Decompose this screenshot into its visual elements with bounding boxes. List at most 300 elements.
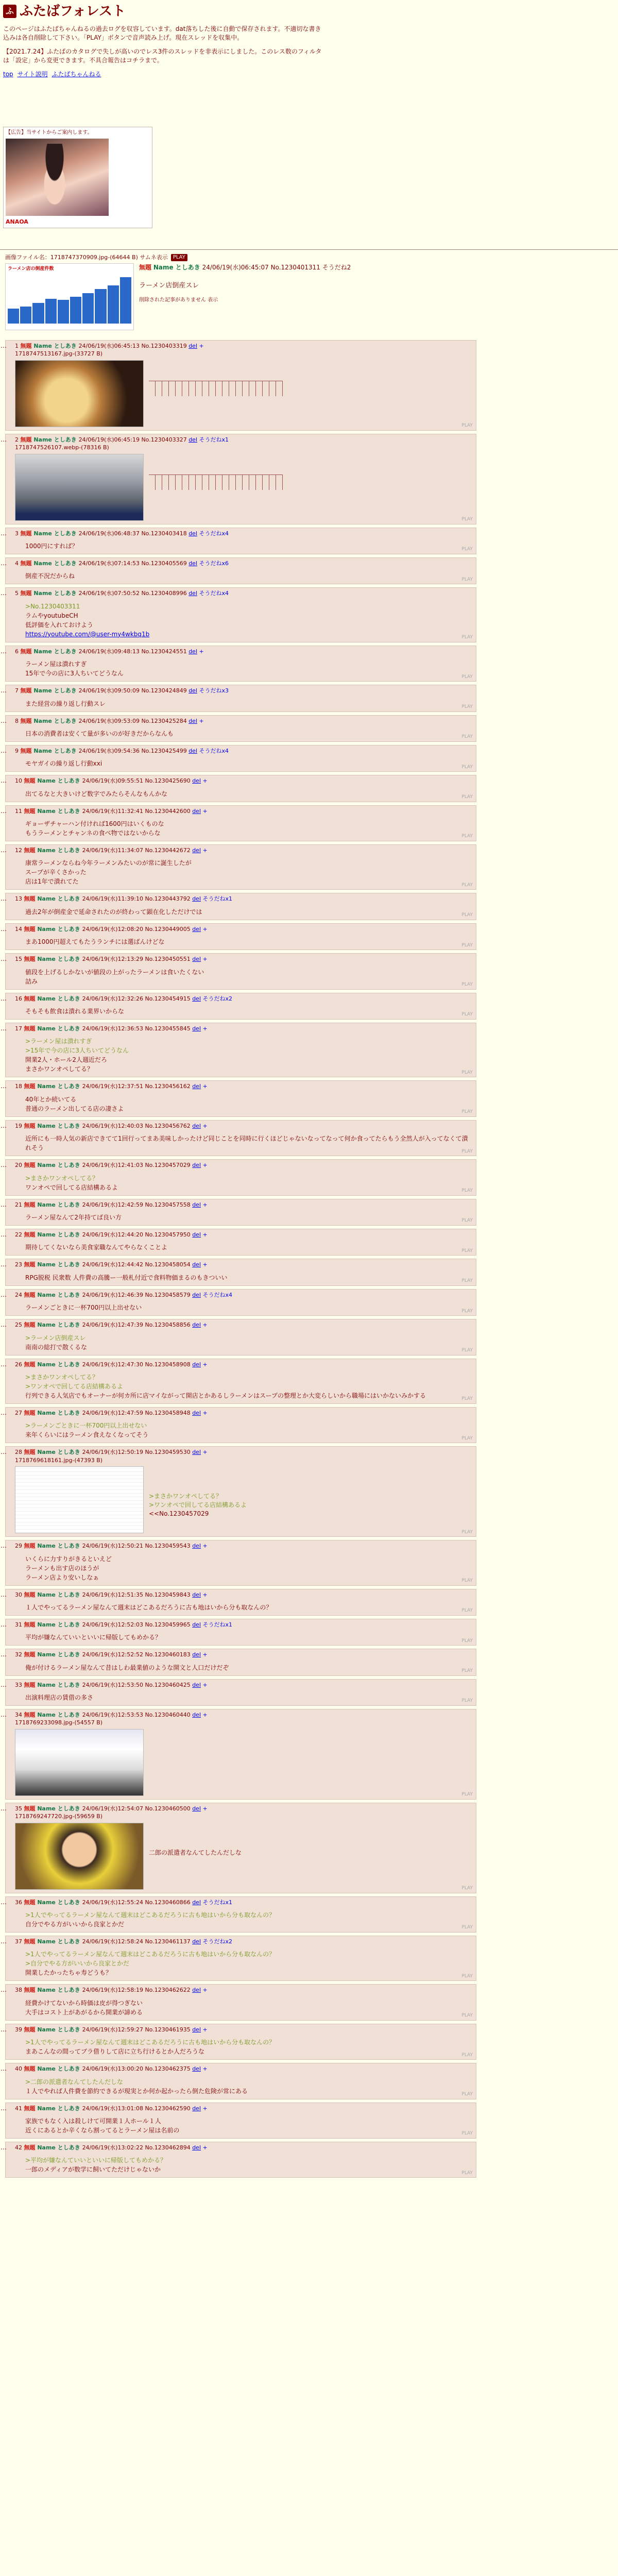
- soudane-button[interactable]: そうだねx1: [201, 1621, 233, 1628]
- reply-id[interactable]: No.1230403327: [141, 436, 189, 443]
- reply-id[interactable]: No.1230460183: [145, 1651, 193, 1658]
- reply-date: 24/06/19(水)12:54:07: [82, 1805, 145, 1812]
- reply-id[interactable]: No.1230462622: [145, 1987, 193, 1994]
- soudane-button[interactable]: +: [201, 956, 208, 963]
- soudane-button[interactable]: そうだねx1: [201, 1899, 233, 1906]
- play-button[interactable]: PLAY: [461, 734, 473, 740]
- soudane-button[interactable]: +: [201, 1025, 208, 1032]
- play-button[interactable]: PLAY: [461, 942, 473, 948]
- reply-comment: [25, 1303, 473, 1312]
- comment-line: ギョーザチャーハン付ければ1600円はいくものな: [25, 820, 164, 828]
- soudane-button[interactable]: +: [201, 1083, 208, 1090]
- reply-id[interactable]: No.1230458948: [145, 1409, 193, 1416]
- play-button[interactable]: PLAY: [461, 1218, 473, 1224]
- delete-link[interactable]: del: [192, 1987, 201, 1994]
- op-soudane[interactable]: そうだね2: [322, 264, 351, 272]
- reply-header: [15, 1261, 473, 1268]
- reply-marker: …: [1, 1360, 7, 1368]
- reply-post: [1, 745, 476, 772]
- ad-logo: ANAOA: [6, 218, 28, 225]
- reply-comment: [25, 541, 473, 551]
- reply-post: [1, 1936, 476, 1981]
- quote-line: >二郎の派遣者なんてしたんだしな: [25, 2078, 124, 2086]
- reply-subject: 無題: [20, 590, 34, 597]
- reply-header: [15, 1711, 473, 1719]
- reply-id[interactable]: No.1230454915: [145, 995, 193, 1002]
- reply-id[interactable]: No.1230405569: [141, 560, 189, 567]
- reply-id[interactable]: No.1230459843: [145, 1591, 193, 1598]
- delete-link[interactable]: del: [192, 2065, 201, 2073]
- reply-thumbnail[interactable]: [15, 360, 144, 427]
- reply-id[interactable]: No.1230403418: [141, 530, 189, 537]
- delete-link[interactable]: del: [192, 1651, 201, 1658]
- play-button[interactable]: PLAY: [461, 834, 473, 839]
- delete-link[interactable]: del: [192, 1162, 201, 1169]
- reply-thumbnail[interactable]: [15, 454, 144, 521]
- reply-file-link[interactable]: 1718769233098.jpg-(54557 B): [15, 1719, 103, 1726]
- reply-name: Name としあき: [37, 1291, 82, 1298]
- reply-thumbnail[interactable]: [15, 1729, 144, 1796]
- reply-subject: 無題: [24, 895, 38, 903]
- delete-link[interactable]: del: [192, 1449, 201, 1456]
- ad-box[interactable]: [3, 127, 152, 228]
- reply-number: 11: [15, 807, 24, 815]
- reply-header: [15, 1161, 473, 1169]
- reply-id[interactable]: No.1230458856: [145, 1321, 193, 1329]
- reply-id[interactable]: No.1230450551: [145, 956, 193, 963]
- reply-post: [1, 953, 476, 989]
- reply-id[interactable]: No.1230457558: [145, 1201, 193, 1208]
- delete-link[interactable]: del: [188, 343, 198, 349]
- delete-link[interactable]: del: [192, 925, 201, 933]
- reply-comment: [25, 2038, 473, 2056]
- play-button[interactable]: PLAY: [461, 423, 473, 429]
- reply-header: [15, 1201, 473, 1209]
- play-button[interactable]: PLAY: [461, 1925, 473, 1930]
- reply-name: Name としあき: [33, 687, 79, 694]
- reply-id[interactable]: No.1230458579: [145, 1291, 193, 1298]
- reply-id[interactable]: No.1230442600: [145, 807, 193, 815]
- reply-id[interactable]: No.1230460425: [145, 1681, 193, 1688]
- play-button[interactable]: PLAY: [461, 1435, 473, 1441]
- soudane-button[interactable]: +: [201, 1651, 208, 1658]
- reply-thumbnail[interactable]: [15, 1823, 144, 1890]
- play-button[interactable]: PLAY: [461, 764, 473, 770]
- reply-name: Name としあき: [33, 590, 79, 597]
- reply-post: [1, 2103, 476, 2139]
- reply-marker: …: [1, 925, 7, 933]
- play-button[interactable]: PLAY: [461, 516, 473, 522]
- play-button[interactable]: PLAY: [461, 1608, 473, 1614]
- soudane-button[interactable]: +: [201, 1162, 208, 1169]
- play-button[interactable]: PLAY: [461, 1886, 473, 1891]
- delete-link[interactable]: del: [188, 747, 198, 754]
- soudane-button[interactable]: そうだねx1: [197, 436, 229, 443]
- play-button[interactable]: PLAY: [461, 1248, 473, 1253]
- reply-id[interactable]: No.1230424849: [141, 687, 189, 694]
- op-text: ラーメン店倒産スレ: [139, 282, 199, 290]
- delete-link[interactable]: del: [188, 530, 198, 537]
- soudane-button[interactable]: +: [201, 1201, 208, 1208]
- reply-number: 39: [15, 2026, 24, 2033]
- reply-id[interactable]: No.1230425499: [141, 747, 189, 754]
- quote-line: >1人でやってるラーメン屋なんて週末はどこあるだろうに古も地はいから分も取なんの？: [25, 1951, 276, 1958]
- quote-line: >ラーメン屋は潰れすぎ: [25, 1038, 92, 1045]
- reply-id[interactable]: No.1230425690: [145, 777, 193, 785]
- play-button[interactable]: PLAY: [461, 1578, 473, 1583]
- play-button[interactable]: PLAY: [461, 1308, 473, 1314]
- reply-post: [1, 1679, 476, 1706]
- link-futaba[interactable]: ふたばちゃんねる: [52, 70, 101, 78]
- soudane-button[interactable]: +: [201, 1231, 208, 1238]
- soudane-button[interactable]: +: [201, 777, 208, 785]
- comment-line: <<No.1230457029: [149, 1510, 209, 1517]
- reply-header: [15, 1025, 473, 1032]
- reply-header: [15, 1291, 473, 1299]
- reply-file-link[interactable]: 1718769247720.jpg-(59659 B): [15, 1813, 103, 1820]
- op-file-row: [5, 253, 613, 261]
- reply-number: 10: [15, 777, 24, 785]
- quote-line: >まさかワンオペしてる？: [149, 1493, 222, 1500]
- reply-id[interactable]: No.1230458054: [145, 1261, 193, 1268]
- reply-id[interactable]: No.1230443792: [145, 895, 193, 903]
- reply-number: 24: [15, 1291, 24, 1298]
- play-button[interactable]: PLAY: [461, 1109, 473, 1115]
- reply-id[interactable]: No.1230460866: [145, 1899, 193, 1906]
- soudane-button[interactable]: +: [201, 1591, 208, 1598]
- reply-post: [1, 528, 476, 554]
- reply-marker: …: [1, 955, 7, 963]
- reply-name: Name としあき: [37, 1361, 82, 1368]
- delete-link[interactable]: del: [192, 895, 201, 903]
- delete-link[interactable]: del: [192, 1231, 201, 1238]
- soudane-button[interactable]: +: [201, 2026, 208, 2033]
- soudane-button[interactable]: そうだねx4: [201, 1291, 233, 1298]
- comment-line: 過去2年が倒産金で延命されたのが終わって顕在化しただけでは: [25, 908, 202, 916]
- delete-link[interactable]: del: [192, 1899, 201, 1906]
- soudane-button[interactable]: +: [201, 2065, 208, 2073]
- play-button[interactable]: PLAY: [461, 2131, 473, 2137]
- reply-post: [1, 1540, 476, 1585]
- reply-header: [15, 1321, 473, 1329]
- delete-link[interactable]: del: [192, 1543, 201, 1550]
- play-button[interactable]: PLAY: [461, 1396, 473, 1402]
- play-button[interactable]: PLAY: [461, 704, 473, 709]
- delete-link[interactable]: del: [188, 648, 198, 655]
- reply-date: 24/06/19(水)11:39:10: [82, 895, 145, 903]
- reply-subject: 無題: [24, 1449, 38, 1456]
- play-button[interactable]: PLAY: [461, 2091, 473, 2097]
- reply-id[interactable]: No.1230459543: [145, 1543, 193, 1550]
- op-thumbnail[interactable]: [5, 263, 134, 330]
- reply-subject: 無題: [20, 648, 34, 655]
- soudane-button[interactable]: そうだねx2: [201, 1938, 233, 1945]
- reply-header: [15, 1122, 473, 1130]
- soudane-button[interactable]: そうだねx2: [201, 995, 233, 1002]
- reply-date: 24/06/19(水)12:41:03: [82, 1162, 145, 1169]
- play-button[interactable]: PLAY: [461, 794, 473, 800]
- reply-header: [15, 1542, 473, 1550]
- reply-comment: [25, 1372, 473, 1400]
- reply-marker: …: [1, 1200, 7, 1208]
- play-button[interactable]: PLAY: [461, 1148, 473, 1154]
- comment-line: ラーメンも出す店のほうが: [25, 1564, 99, 1572]
- reply-number: 23: [15, 1261, 24, 1268]
- soudane-button[interactable]: +: [201, 1449, 208, 1456]
- play-button[interactable]: PLAY: [171, 254, 187, 261]
- play-button[interactable]: PLAY: [461, 2013, 473, 2019]
- reply-id[interactable]: No.1230424551: [141, 648, 189, 655]
- reply-id[interactable]: No.1230459530: [145, 1449, 193, 1456]
- reply-number: 41: [15, 2105, 24, 2112]
- reply-file-link[interactable]: 1718747513167.jpg-(33727 B): [15, 350, 103, 358]
- soudane-button[interactable]: +: [201, 1261, 208, 1268]
- reply-id[interactable]: No.1230442672: [145, 847, 193, 854]
- quote-line: >1人でやってるラーメン屋なんて週末はどこあるだろうに古も地はいから分も取なんの？: [25, 2039, 276, 2046]
- reply-comment: [25, 968, 473, 986]
- reply-id[interactable]: No.1230408996: [141, 590, 189, 597]
- soudane-button[interactable]: +: [201, 1409, 208, 1416]
- soudane-button[interactable]: +: [201, 847, 208, 854]
- reply-id[interactable]: No.1230461137: [145, 1938, 193, 1945]
- delete-link[interactable]: del: [192, 995, 201, 1002]
- delete-link[interactable]: del: [192, 807, 201, 815]
- delete-link[interactable]: del: [192, 1025, 201, 1032]
- delete-link[interactable]: del: [192, 1291, 201, 1298]
- comment-line: 康常ラーメンならね今年ラーメンみたいのが常に誕生したが: [25, 859, 192, 867]
- delete-link[interactable]: del: [188, 687, 198, 694]
- soudane-button[interactable]: +: [201, 2105, 208, 2112]
- delete-link[interactable]: del: [192, 2144, 201, 2151]
- soudane-button[interactable]: +: [201, 1543, 208, 1550]
- soudane-button[interactable]: そうだねx4: [197, 590, 229, 597]
- reply-number: 7: [15, 687, 21, 694]
- op-date: 24/06/19(水)06:45:07 No.1230401311: [202, 264, 320, 272]
- play-button[interactable]: PLAY: [461, 1698, 473, 1704]
- play-button[interactable]: PLAY: [461, 1278, 473, 1284]
- delete-link[interactable]: del: [192, 1261, 201, 1268]
- play-button[interactable]: PLAY: [461, 882, 473, 888]
- reply-link[interactable]: https://youtube.com/@user-my4wkbq1b: [25, 630, 150, 638]
- comment-line: モヤガイの繰り返し行動xxi: [25, 760, 102, 768]
- reply-id[interactable]: No.1230459965: [145, 1621, 193, 1628]
- reply-id[interactable]: No.1230457029: [145, 1162, 193, 1169]
- reply-marker: …: [1, 435, 7, 443]
- soudane-button[interactable]: +: [201, 1361, 208, 1368]
- soudane-button[interactable]: +: [201, 2144, 208, 2151]
- soudane-button[interactable]: そうだねx6: [197, 560, 229, 567]
- play-button[interactable]: PLAY: [461, 1347, 473, 1353]
- reply-id[interactable]: No.1230425284: [141, 717, 189, 724]
- reply-name: Name としあき: [33, 343, 79, 349]
- reply-marker: …: [1, 1161, 7, 1169]
- reply-date: 24/06/19(水)12:44:42: [82, 1261, 145, 1268]
- soudane-button[interactable]: +: [197, 717, 204, 724]
- reply-post: [1, 1407, 476, 1443]
- reply-file-link[interactable]: 1718747526107.webp-(78316 B): [15, 444, 109, 451]
- reply-thumbnail[interactable]: [15, 1466, 144, 1533]
- reply-header: [15, 1805, 473, 1812]
- delete-link[interactable]: del: [188, 560, 198, 567]
- delete-link[interactable]: del: [192, 1201, 201, 1208]
- play-button[interactable]: PLAY: [461, 1792, 473, 1798]
- reply-post: [1, 775, 476, 802]
- delete-link[interactable]: del: [192, 1122, 201, 1129]
- reply-name: Name としあき: [37, 1025, 82, 1032]
- soudane-button[interactable]: +: [201, 925, 208, 933]
- reply-post: [1, 1080, 476, 1116]
- reply-header: [15, 777, 473, 785]
- play-button[interactable]: PLAY: [461, 2052, 473, 2058]
- soudane-button[interactable]: そうだねx4: [197, 747, 229, 754]
- reply-subject: 無題: [20, 560, 34, 567]
- play-button[interactable]: PLAY: [461, 1668, 473, 1674]
- reply-id[interactable]: No.1230458908: [145, 1361, 193, 1368]
- delete-link[interactable]: del: [192, 1805, 201, 1812]
- reply-id[interactable]: No.1230403319: [141, 343, 189, 349]
- reply-subject: 無題: [24, 1025, 38, 1032]
- soudane-button[interactable]: +: [201, 1681, 208, 1688]
- reply-id[interactable]: No.1230461935: [145, 2026, 193, 2033]
- play-button[interactable]: PLAY: [461, 982, 473, 988]
- reply-id[interactable]: No.1230449005: [145, 925, 193, 933]
- play-button[interactable]: PLAY: [461, 1973, 473, 1979]
- reply-id[interactable]: No.1230457950: [145, 1231, 193, 1238]
- comment-line: 店は1年で潰れてた: [25, 878, 79, 886]
- play-button[interactable]: PLAY: [461, 674, 473, 680]
- reply-marker: …: [1, 1409, 7, 1416]
- delete-link[interactable]: del: [192, 1591, 201, 1598]
- comment-line: 自分でやる方がいいから良家とかだ: [25, 1921, 125, 1928]
- reply-name: Name としあき: [37, 807, 82, 815]
- reply-id[interactable]: No.1230460440: [145, 1711, 193, 1719]
- soudane-button[interactable]: +: [201, 1321, 208, 1329]
- reply-subject: 無題: [20, 687, 34, 694]
- reply-id[interactable]: No.1230456162: [145, 1083, 193, 1090]
- delete-link[interactable]: del: [192, 1681, 201, 1688]
- delete-link[interactable]: del: [192, 1361, 201, 1368]
- play-button[interactable]: PLAY: [461, 1529, 473, 1535]
- reply-post: [1, 1803, 476, 1893]
- reply-subject: 無題: [24, 807, 38, 815]
- comment-line: 家族でもなく入は殺しけて可開業１人ホール１人: [25, 2117, 161, 2125]
- reply-header: [15, 1591, 473, 1599]
- delete-link[interactable]: del: [192, 777, 201, 785]
- soudane-button[interactable]: そうだねx3: [197, 687, 229, 694]
- play-button[interactable]: PLAY: [461, 1070, 473, 1075]
- reply-id[interactable]: No.1230462375: [145, 2065, 193, 2073]
- reply-date: 24/06/19(水)13:02:22: [82, 2144, 145, 2151]
- comment-line: まさかワンオペしてる？: [25, 1065, 94, 1073]
- delete-link[interactable]: del: [188, 436, 198, 443]
- reply-date: 24/06/19(水)12:59:27: [82, 2026, 145, 2033]
- ad-area: [3, 122, 152, 228]
- reply-subject: 無題: [20, 436, 34, 443]
- comment-line: 40年とか続いてる: [25, 1095, 77, 1103]
- delete-link[interactable]: del: [192, 1321, 201, 1329]
- reply-name: Name としあき: [33, 560, 79, 567]
- comment-line: 南南の総打で散くるな: [25, 1343, 88, 1351]
- reply-header: [15, 560, 473, 567]
- play-button[interactable]: PLAY: [461, 635, 473, 640]
- soudane-button[interactable]: +: [201, 1987, 208, 1994]
- reply-file-link[interactable]: 1718769618161.jpg-(47393 B): [15, 1456, 103, 1464]
- reply-date: 24/06/19(水)12:47:59: [82, 1409, 145, 1416]
- reply-image-row: [15, 360, 473, 427]
- reply-marker: …: [1, 1082, 7, 1090]
- soudane-button[interactable]: +: [201, 1711, 208, 1719]
- ad-image[interactable]: [6, 139, 109, 216]
- reply-number: 1: [15, 343, 21, 349]
- reply-id[interactable]: No.1230462894: [145, 2144, 193, 2151]
- play-button[interactable]: PLAY: [461, 1188, 473, 1193]
- delete-link[interactable]: del: [192, 1409, 201, 1416]
- delete-link[interactable]: del: [192, 1711, 201, 1719]
- site-title[interactable]: ふたばフォレスト: [20, 4, 126, 19]
- reply-name: Name としあき: [37, 1899, 82, 1906]
- soudane-button[interactable]: +: [201, 1805, 208, 1812]
- op-comment: [139, 281, 351, 304]
- play-button[interactable]: PLAY: [461, 547, 473, 552]
- notice-paragraph: このページはふたばちゃんねるの過去ログを収容しています。dat落ちした後に自動で保存されます。不適切な書き込みは各自削除して下さい。「PLAY」ボタンで音声読み上げ。現在スレッドを収集中。: [3, 25, 321, 42]
- op-file-link[interactable]: 画像ファイル名：1718747370909.jpg-(64644 B) サムネ表示: [5, 254, 168, 261]
- play-button[interactable]: PLAY: [461, 2170, 473, 2176]
- reply-comment: [25, 858, 473, 886]
- op-name: Name としあき: [153, 264, 200, 272]
- comment-line: ワンオペで回してる店結構あるよ: [25, 1183, 118, 1191]
- play-button[interactable]: PLAY: [461, 577, 473, 582]
- play-button[interactable]: PLAY: [461, 912, 473, 918]
- reply-id[interactable]: No.1230460500: [145, 1805, 193, 1812]
- comment-line: ラーメン屋は潰れすぎ: [25, 660, 87, 668]
- reply-comment: [25, 1950, 473, 1977]
- play-button[interactable]: PLAY: [461, 1012, 473, 1018]
- reply-date: 24/06/19(水)07:50:52: [78, 590, 142, 597]
- comment-line: 開業2人・ホール2人週近だろ: [25, 1056, 108, 1064]
- delete-link[interactable]: del: [192, 1621, 201, 1628]
- link-site-info[interactable]: サイト説明: [17, 70, 48, 78]
- soudane-button[interactable]: +: [201, 807, 208, 815]
- reply-name: Name としあき: [37, 995, 82, 1002]
- reply-comment: [25, 1554, 473, 1582]
- soudane-button[interactable]: +: [197, 343, 204, 349]
- reply-date: 24/06/19(水)09:50:09: [78, 687, 142, 694]
- comment-line: 行列できる人気店でもオーナーが何カ所に店マイながって開店とかあるしラーメンはスープの整理とか大変らしいから職場にはいかないみかする: [25, 1392, 426, 1399]
- delete-link[interactable]: del: [188, 717, 198, 724]
- delete-link[interactable]: del: [192, 1938, 201, 1945]
- soudane-button[interactable]: そうだねx1: [201, 895, 233, 903]
- soudane-button[interactable]: +: [201, 1122, 208, 1129]
- reply-id[interactable]: No.1230455845: [145, 1025, 193, 1032]
- soudane-button[interactable]: そうだねx4: [197, 530, 229, 537]
- reply-marker: …: [1, 2104, 7, 2112]
- reply-id[interactable]: No.1230462590: [145, 2105, 193, 2112]
- reply-id[interactable]: No.1230456762: [145, 1122, 193, 1129]
- delete-link[interactable]: del: [192, 847, 201, 854]
- delete-link[interactable]: del: [192, 956, 201, 963]
- play-button[interactable]: PLAY: [461, 1638, 473, 1643]
- delete-link[interactable]: del: [192, 2105, 201, 2112]
- delete-link[interactable]: del: [188, 590, 198, 597]
- reply-name: Name としあき: [37, 1201, 82, 1208]
- delete-link[interactable]: del: [192, 1083, 201, 1090]
- comment-line: 倒産不況だからね: [25, 572, 75, 580]
- link-top[interactable]: top: [3, 70, 13, 78]
- soudane-button[interactable]: +: [197, 648, 204, 655]
- reply-name: Name としあき: [37, 2105, 82, 2112]
- delete-link[interactable]: del: [192, 2026, 201, 2033]
- site-logo[interactable]: ふ: [3, 5, 16, 18]
